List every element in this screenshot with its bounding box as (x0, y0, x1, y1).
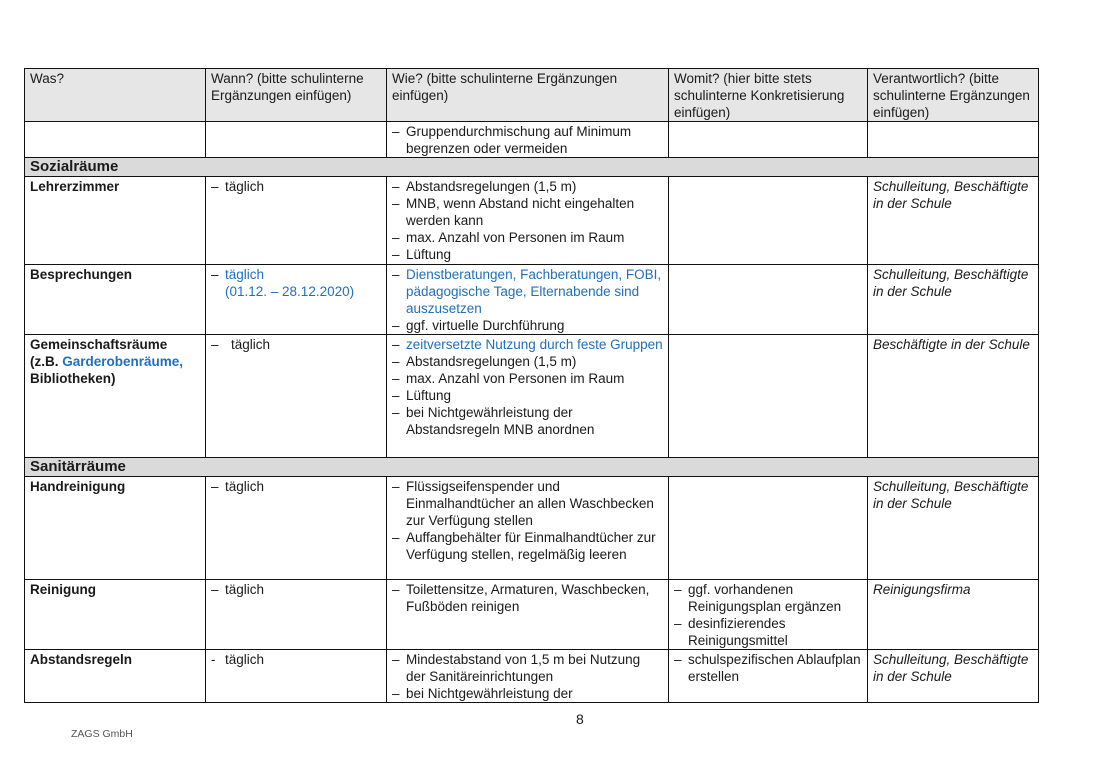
cell-wann (206, 650, 387, 703)
list-item: - täglich (211, 651, 381, 668)
cell-was: Reinigung (25, 580, 206, 650)
table-row (25, 335, 1039, 458)
cell-verantwortlich: Schulleitung, Beschäftigte in der Schule (868, 265, 1039, 335)
cell-verantwortlich: Schulleitung, Beschäftigte in der Schule (868, 477, 1039, 580)
list-item: – täglich (211, 581, 381, 598)
cell-verantwortlich: Schulleitung, Beschäftigte in der Schule (868, 650, 1039, 703)
header-wann: Wann? (bitte schulinterne Ergänzungen einfügen) (206, 69, 387, 122)
cell-womit (669, 477, 868, 580)
list-item: – Dienstberatungen, Fachberatungen, FOBI, pädagogische Tage, Elternabende sind auszusetzen (392, 266, 663, 317)
cell-wann (206, 580, 387, 650)
cell-womit (669, 265, 868, 335)
cell-was: Gemeinschaftsräume (z.B. Garderobenräume, Bibliotheken) (25, 335, 206, 458)
page-number: 8 (576, 711, 584, 727)
cell-wie (387, 650, 669, 703)
header-was: Was? (25, 69, 206, 122)
cell-was: Handreinigung (25, 477, 206, 580)
cell-womit (669, 335, 868, 458)
section-title: Sanitärräume (25, 458, 1039, 477)
cell-wann (206, 335, 387, 458)
cell-verantwortlich: Reinigungsfirma (868, 580, 1039, 650)
table-row (25, 265, 1039, 335)
list-item: – max. Anzahl von Personen im Raum (392, 229, 663, 246)
header-wie: Wie? (bitte schulinterne Ergänzungen einfügen) (387, 69, 669, 122)
list-item: – Lüftung (392, 246, 663, 263)
hygiene-plan-table (24, 68, 1039, 703)
cell-wann (206, 177, 387, 265)
list-item: – ggf. vorhandenen Reinigungsplan ergänzen (674, 581, 862, 615)
footer-company: ZAGS GmbH (71, 728, 133, 740)
table-row (25, 477, 1039, 580)
list-item: – täglich (01.12. – 28.12.2020) (211, 266, 381, 300)
list-item: – Flüssigseifenspender und Einmalhandtücher an allen Waschbecken zur Verfügung stellen (392, 478, 663, 529)
list-item: – Abstandsregelungen (1,5 m) (392, 353, 663, 370)
cell-was: Abstandsregeln (25, 650, 206, 703)
table-header-row (25, 69, 1039, 122)
list-item: – max. Anzahl von Personen im Raum (392, 370, 663, 387)
list-item: – ggf. virtuelle Durchführung (392, 317, 663, 334)
list-item: – Mindestabstand von 1,5 m bei Nutzung der Sanitäreinrichtungen (392, 651, 663, 685)
header-verantwortlich: Verantwortlich? (bitte schulinterne Ergänzungen einfügen) (868, 69, 1039, 122)
list-item: – schulspezifischen Ablaufplan erstellen (674, 651, 862, 685)
list-item: – Auffangbehälter für Einmalhandtücher zur Verfügung stellen, regelmäßig leeren (392, 529, 663, 563)
cell-womit (669, 580, 868, 650)
cell-wie (387, 177, 669, 265)
cell-wann (206, 477, 387, 580)
cell-was: Besprechungen (25, 265, 206, 335)
section-title: Sozialräume (25, 158, 1039, 177)
list-item: – MNB, wenn Abstand nicht eingehalten werden kann (392, 195, 663, 229)
table-row (25, 650, 1039, 703)
cell-womit (669, 177, 868, 265)
cell-wie (387, 335, 669, 458)
cell-verantwortlich: Schulleitung, Beschäftigte in der Schule (868, 177, 1039, 265)
list-item: – täglich (211, 336, 381, 353)
list-item: – Abstandsregelungen (1,5 m) (392, 178, 663, 195)
table-row (25, 580, 1039, 650)
list-item: – bei Nichtgewährleistung der Abstandsregeln MNB anordnen (392, 404, 663, 438)
section-row-sozialraeume (25, 158, 1039, 177)
table-row-continuation (25, 122, 1039, 158)
cell-wie (387, 122, 669, 158)
list-item: – Lüftung (392, 387, 663, 404)
list-item: – bei Nichtgewährleistung der (392, 685, 663, 702)
cell-wann (206, 265, 387, 335)
list-item: – Gruppendurchmischung auf Minimum begrenzen oder vermeiden (392, 123, 663, 157)
cell-verantwortlich: Beschäftigte in der Schule (868, 335, 1039, 458)
list-item: – täglich (211, 478, 381, 495)
cell-was: Lehrerzimmer (25, 177, 206, 265)
cell-wie (387, 265, 669, 335)
cell-wie (387, 580, 669, 650)
header-womit: Womit? (hier bitte stets schulinterne Konkretisierung einfügen) (669, 69, 868, 122)
cell-womit (669, 650, 868, 703)
list-item: – täglich (211, 178, 381, 195)
cell-wie (387, 477, 669, 580)
table-row (25, 177, 1039, 265)
list-item: – desinfizierendes Reinigungsmittel (674, 615, 862, 649)
list-item: – zeitversetzte Nutzung durch feste Gruppen (392, 336, 663, 353)
list-item: – Toilettensitze, Armaturen, Waschbecken, Fußböden reinigen (392, 581, 663, 615)
section-row-sanitaerraeume (25, 458, 1039, 477)
